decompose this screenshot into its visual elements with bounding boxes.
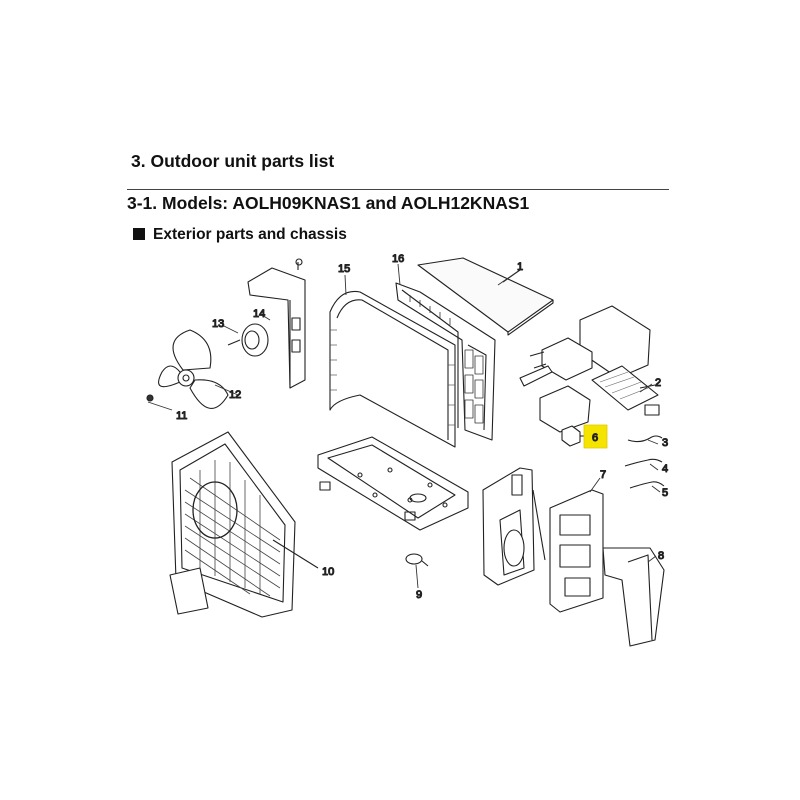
control-box-group[interactable] [520,306,650,432]
callout-1: 1 [517,261,524,273]
part-7-partition[interactable] [550,490,603,612]
callout-4: 4 [662,463,669,475]
callout-10: 10 [322,566,335,578]
subsection-title: 3-1. Models: AOLH09KNAS1 and AOLH12KNAS1 [127,193,530,213]
callout-5: 5 [662,487,669,499]
part-8-side-cover[interactable] [603,548,664,646]
part-9-drain-part[interactable] [406,554,428,566]
callout-7: 7 [600,469,607,481]
part-11-fan-nut[interactable] [147,395,153,401]
callout-8: 8 [658,550,665,562]
compressor-side-panel[interactable] [483,468,545,585]
part-14-motor-bracket[interactable] [248,259,305,388]
callout-6: 6 [592,432,599,444]
section-title: 3. Outdoor unit parts list [131,151,335,171]
callout-13: 13 [212,318,225,330]
callout-15: 15 [338,263,351,275]
group-title: Exterior parts and chassis [153,226,347,243]
callout-11: 11 [176,410,188,422]
callout-14: 14 [253,308,266,320]
part-13-fan-motor[interactable] [228,324,268,356]
callout-12: 12 [229,389,242,401]
base-chassis[interactable] [318,437,468,530]
part-5-wire[interactable] [630,482,664,488]
part-6-component[interactable] [562,426,586,446]
part-10-front-panel[interactable] [170,432,318,617]
part-12-propeller-fan[interactable] [159,330,228,408]
part-3-wire[interactable] [628,436,662,442]
part-2-pcb[interactable] [592,366,662,415]
callout-9: 9 [416,589,423,601]
callout-2: 2 [655,377,662,389]
callout-3: 3 [662,437,669,449]
part-4-wire[interactable] [625,459,662,466]
callout-16: 16 [392,253,405,265]
